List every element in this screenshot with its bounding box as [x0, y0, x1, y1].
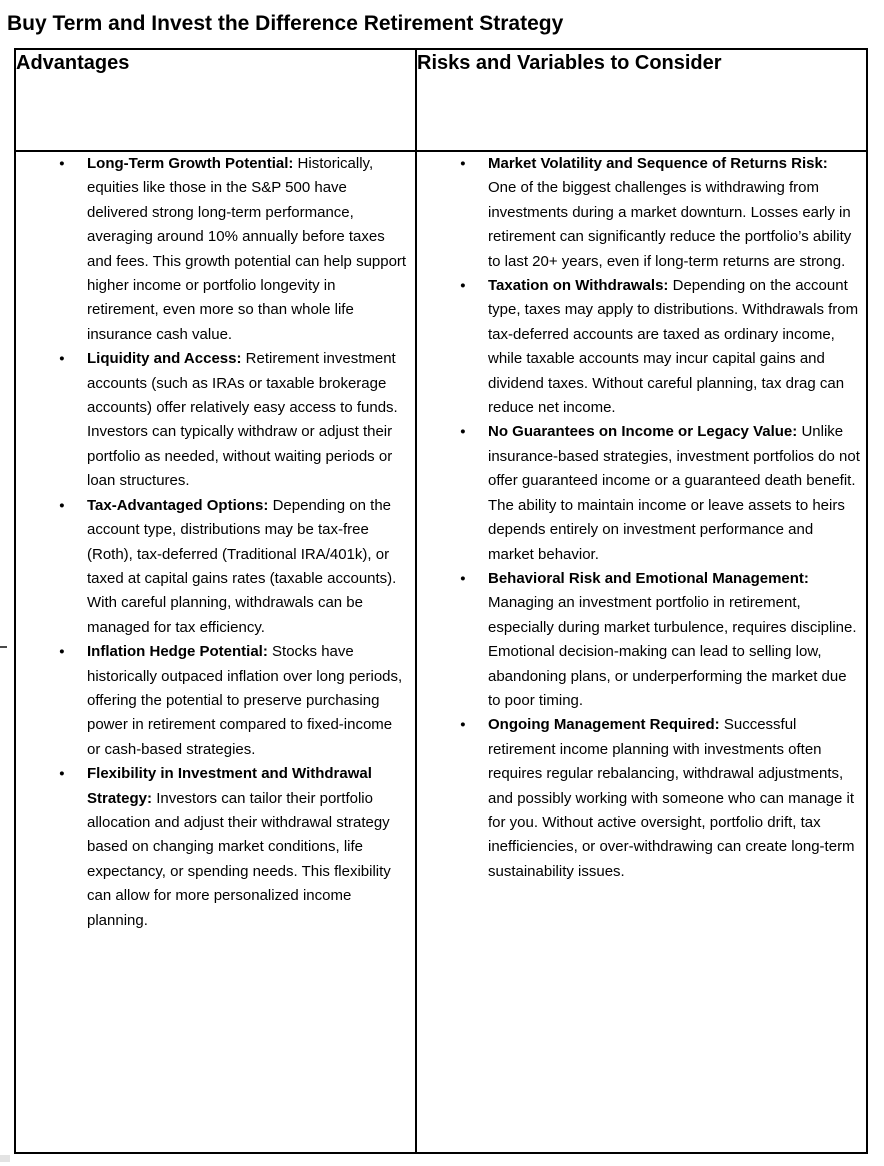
list-item — [87, 494, 407, 640]
risks-list — [417, 152, 860, 884]
list-item — [87, 762, 407, 933]
item-label: Long-Term Growth Potential: — [87, 155, 294, 172]
risks-cell — [416, 151, 867, 1153]
item-text: Successful retirement income planning with investments often requires regular rebalancing, withdrawal adjustments, and possibly working with someone who can manage it for you. Without active oversight, portfolio drift, tax inefficiencies, or over-withdrawing can create long-term sustainability issues. — [488, 716, 855, 880]
item-label: Taxation on Withdrawals: — [488, 277, 669, 295]
item-label: No Guarantees on Income or Legacy Value: — [488, 423, 798, 441]
list-item — [488, 420, 860, 566]
column-header-risks: Risks and Variables to Consider — [416, 49, 867, 151]
advantages-cell — [15, 151, 416, 1153]
strategy-comparison-table — [14, 48, 868, 1154]
item-text: Depending on the account type, distributions may be tax-free (Roth), tax-deferred (Traditional IRA/401k), or taxed at capital gains rates (taxable accounts). With careful planning, withdrawals can be managed for tax efficiency. — [87, 496, 397, 636]
item-label: Ongoing Management Required: — [488, 716, 720, 734]
item-text: Managing an investment portfolio in retirement, especially during market turbulence, requires discipline. Emotional decision-making can lead to selling low, abandoning plans, or underperforming the market due to poor timing. — [488, 594, 857, 709]
item-label: Behavioral Risk and Emotional Management: — [488, 569, 809, 587]
column-header-advantages: Advantages — [15, 49, 416, 151]
list-item — [87, 152, 407, 347]
item-label: Tax-Advantaged Options: — [87, 496, 269, 514]
advantages-list — [16, 152, 407, 933]
list-item — [87, 640, 407, 762]
item-label: Market Volatility and Sequence of Returns Risk: — [488, 155, 828, 172]
item-text: Unlike insurance-based strategies, investment portfolios do not offer guaranteed income or a guaranteed death benefit. The ability to maintain income or leave assets to heirs depends entirely on investment performance and market behavior. — [488, 423, 860, 563]
item-label: Inflation Hedge Potential: — [87, 643, 268, 661]
list-item — [488, 713, 860, 884]
item-text: One of the biggest challenges is withdrawing from investments during a market downturn. Losses early in retirement can significantly reduce the portfolio’s ability to last 20+ years, even if long-term returns are strong. — [488, 179, 852, 270]
list-item — [488, 152, 860, 274]
list-item — [87, 347, 407, 493]
item-label: Liquidity and Access: — [87, 350, 242, 368]
bottom-left-artifact — [0, 1155, 10, 1162]
item-text: Investors can tailor their portfolio allocation and adjust their withdrawal strategy based on changing market conditions, life expectancy, or spending needs. This flexibility can allow for more personalized income planning. — [87, 789, 391, 929]
list-item — [488, 567, 860, 713]
item-text: Historically, equities like those in the S&P 500 have delivered strong long-term performance, averaging around 10% annually before taxes and fees. This growth potential can help support higher income or portfolio longevity in retirement, even more so than whole life insurance cash value. — [87, 155, 407, 343]
left-edge-mark — [0, 646, 7, 648]
item-text: Depending on the account type, taxes may apply to distributions. Withdrawals from tax-deferred accounts are taxed as ordinary income, while taxable accounts may incur capital gains and dividend taxes. Without careful planning, tax drag can reduce net income. — [488, 277, 859, 417]
list-item — [488, 274, 860, 420]
item-text: Stocks have historically outpaced inflation over long periods, offering the potential to preserve purchasing power in retirement compared to fixed-income or cash-based strategies. — [87, 643, 403, 758]
table-body-row — [15, 151, 867, 1153]
item-label: Flexibility in Investment and Withdrawal Strategy: — [87, 765, 372, 807]
table-header-row — [15, 49, 867, 151]
item-text: Retirement investment accounts (such as IRAs or taxable brokerage accounts) offer relatively easy access to funds. Investors can typically withdraw or adjust their portfolio as needed, without waiting periods or loan structures. — [87, 350, 398, 490]
page-title: Buy Term and Invest the Difference Retirement Strategy — [7, 12, 564, 35]
